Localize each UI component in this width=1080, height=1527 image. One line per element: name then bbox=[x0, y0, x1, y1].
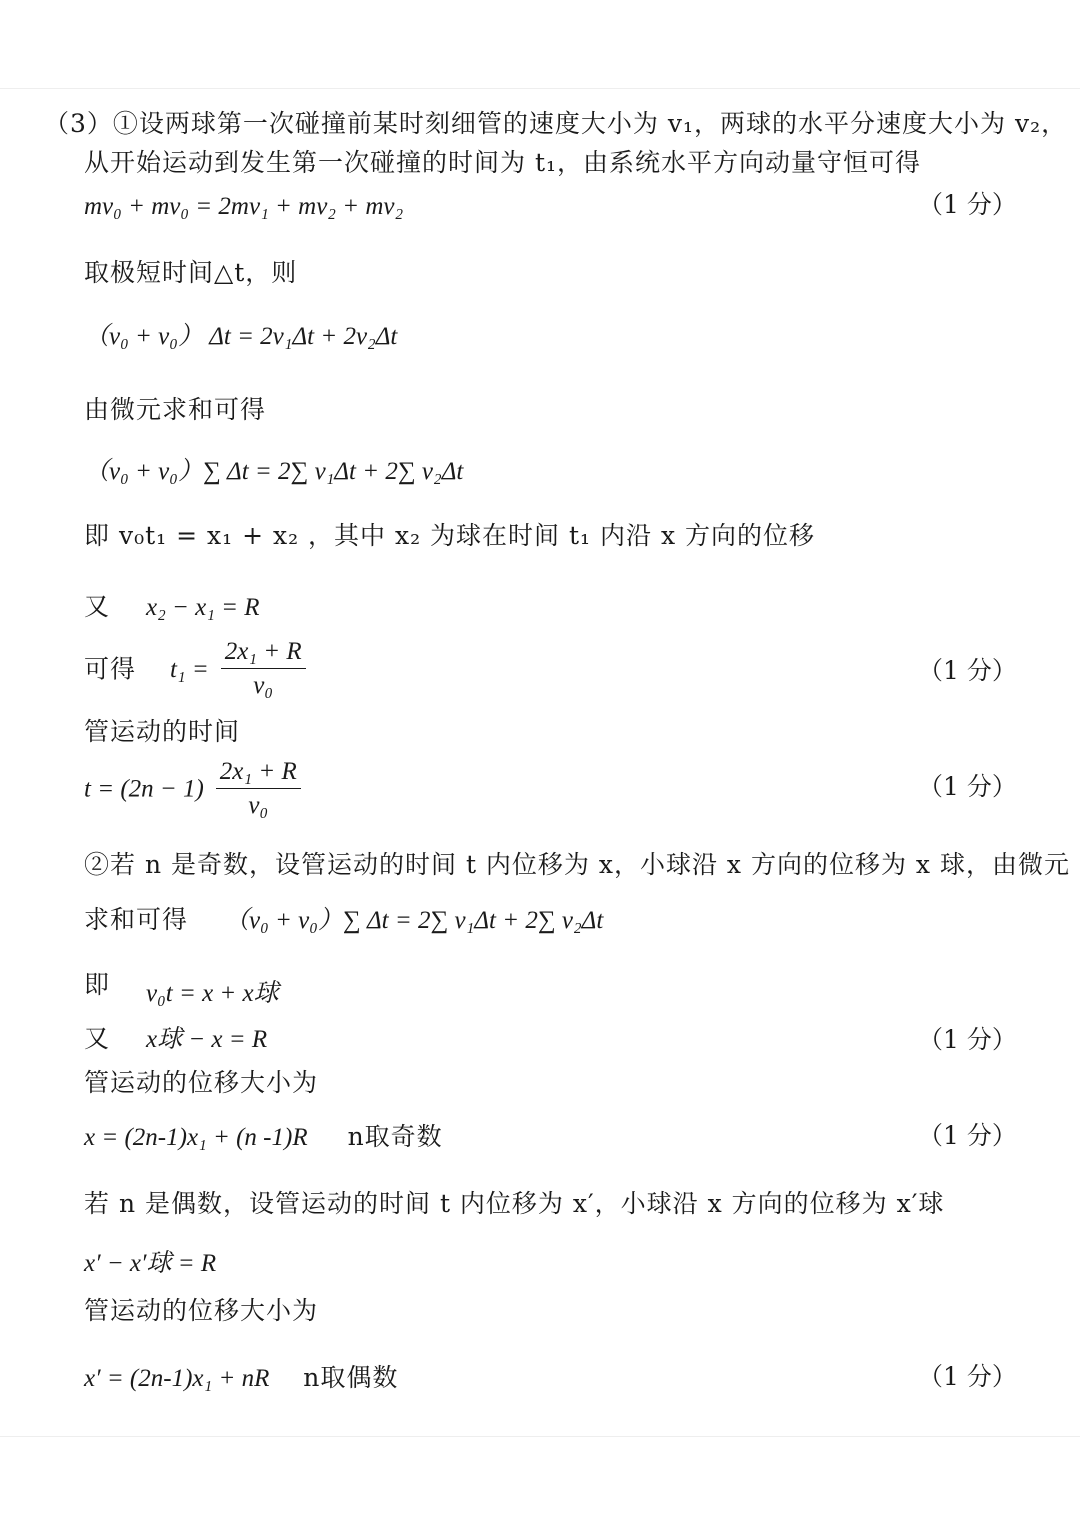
score-5: （1 分） bbox=[918, 1121, 1017, 1150]
text-even-case: 若 n 是偶数，设管运动的时间 t 内位移为 x′，小球沿 x 方向的位移为 x′球 bbox=[84, 1189, 945, 1218]
line-t1 bbox=[84, 638, 310, 701]
fraction-t1 bbox=[221, 638, 306, 701]
equation-sum-2: （v₀ + v₀）∑ Δt = 2∑ v₁Δt + 2∑ v₂Δt bbox=[223, 907, 604, 934]
tube-time-lhs: t = (2n − 1) bbox=[84, 775, 204, 803]
fraction-tube-time bbox=[216, 758, 301, 821]
prefix-obtain: 可得 bbox=[84, 654, 137, 684]
line-odd-result bbox=[84, 1122, 443, 1153]
intro-line-2: 从开始运动到发生第一次碰撞的时间为 t₁，由系统水平方向动量守恒可得 bbox=[84, 148, 922, 177]
equation-sum-1: （v₀ + v₀）∑ Δt = 2∑ v₁Δt + 2∑ v₂Δt bbox=[84, 458, 464, 485]
line-even-result bbox=[84, 1363, 398, 1394]
equation-x2-x1: x₂ − x₁ = R bbox=[145, 594, 260, 621]
equation-v0t: v₀t = x + x球 bbox=[145, 980, 279, 1007]
score-1: （1 分） bbox=[918, 190, 1017, 219]
score-4: （1 分） bbox=[918, 1025, 1017, 1054]
score-2: （1 分） bbox=[918, 656, 1017, 685]
equation-even-relation: x′ − x′球 = R bbox=[84, 1250, 217, 1277]
intro-line-1: （3）①设两球第一次碰撞前某时刻细管的速度大小为 v₁，两球的水平分速度大小为 v₂， bbox=[44, 109, 1068, 138]
text-tube-displacement-2: 管运动的位移大小为 bbox=[84, 1296, 319, 1325]
line-also-1 bbox=[84, 592, 260, 623]
equation-momentum: mv₀ + mv₀ = 2mv₁ + mv₂ + mv₂ bbox=[84, 193, 404, 220]
equation-xball-x: x球 − x = R bbox=[145, 1026, 268, 1053]
text-tube-displacement-1: 管运动的位移大小为 bbox=[84, 1068, 319, 1097]
prefix-sum: 求和可得 bbox=[84, 905, 189, 934]
fraction-tube-time-denominator: v₀ bbox=[248, 792, 269, 819]
text-odd-case: ②若 n 是奇数，设管运动的时间 t 内位移为 x，小球沿 x 方向的位移为 x 球，由微元 bbox=[84, 850, 1070, 879]
t1-lhs: t₁ = bbox=[169, 655, 209, 683]
equation-even-displacement: x′ = (2n-1)x₁ + nR bbox=[84, 1365, 270, 1392]
note-odd: n取奇数 bbox=[347, 1122, 443, 1151]
text-displacement-relation: 即 v₀t₁ = x₁ + x₂ ，其中 x₂ 为球在时间 t₁ 内沿 x 方向的位移 bbox=[84, 521, 816, 550]
text-tube-time: 管运动的时间 bbox=[84, 717, 241, 746]
prefix-also-2: 又 bbox=[84, 1024, 111, 1053]
equation-delta-t: （v₀ + v₀） Δt = 2v₁Δt + 2v₂Δt bbox=[84, 323, 398, 350]
score-6: （1 分） bbox=[918, 1362, 1017, 1391]
equation-odd-displacement: x = (2n-1)x₁ + (n -1)R bbox=[84, 1124, 308, 1151]
line-sum-2 bbox=[84, 905, 603, 936]
fraction-tube-time-numerator: 2x₁ + R bbox=[216, 758, 301, 789]
scan-edge-bottom bbox=[0, 1436, 1080, 1437]
note-even: n取偶数 bbox=[303, 1363, 399, 1392]
fraction-t1-denominator: v₀ bbox=[253, 672, 274, 699]
line-tube-time-equation bbox=[84, 758, 305, 821]
fraction-t1-numerator: 2x₁ + R bbox=[221, 638, 306, 669]
score-3: （1 分） bbox=[918, 772, 1017, 801]
line-odd-relation bbox=[84, 970, 279, 1007]
text-summation: 由微元求和可得 bbox=[84, 395, 267, 424]
line-also-2 bbox=[84, 1024, 267, 1055]
prefix-ie: 即 bbox=[84, 970, 111, 999]
prefix-also: 又 bbox=[84, 592, 111, 621]
text-short-time: 取极短时间△t，则 bbox=[84, 258, 298, 287]
scan-edge-top bbox=[0, 88, 1080, 89]
